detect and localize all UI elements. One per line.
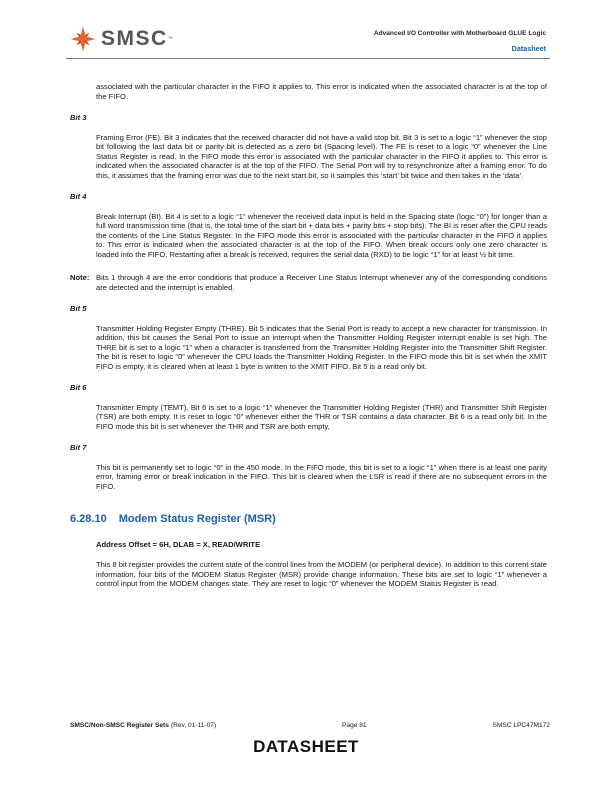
bit5-label: Bit 5 <box>70 304 87 313</box>
header-divider <box>66 58 550 59</box>
bit6-paragraph: Transmitter Empty (TEMT). Bit 6 is set to a logic “1” whenever the Transmitter Holding Register (THR) and Transmitter Shift Register (TSR) are both empty. It is reset to logic “0” whenever either the THR or TSR contains a data character. Bit 6 is a read only bit. In the FIFO mode this bit is set whenever the THR and TSR are both empty, <box>96 402 547 431</box>
bit5-block <box>70 304 547 371</box>
note-text: Bits 1 through 4 are the error conditions that produce a Receiver Line Status Interrupt whenever any of the corresponding conditions are detected and the interrupt is enabled. <box>96 273 547 292</box>
page-content <box>70 82 547 589</box>
header-right <box>374 26 546 53</box>
bit6-block <box>70 383 547 431</box>
bit7-label: Bit 7 <box>70 443 87 452</box>
page-header <box>70 26 546 53</box>
trademark-symbol: ™ <box>167 36 175 42</box>
footer-left <box>70 722 216 729</box>
bit3-label: Bit 3 <box>70 113 87 122</box>
note-block <box>70 273 547 292</box>
smsc-logo-star-icon <box>70 26 96 52</box>
datasheet-watermark: DATASHEET <box>253 737 359 756</box>
page-footer <box>70 722 550 729</box>
logo-wordmark: SMSC <box>101 27 168 50</box>
footer-revision: (Rev. 01-11-07) <box>170 722 217 729</box>
address-offset-line: Address Offset = 6H, DLAB = X, READ/WRITE <box>96 539 261 549</box>
product-line-title: Advanced I/O Controller with Motherboard GLUE Logic <box>373 30 546 37</box>
bit6-label: Bit 6 <box>70 383 87 392</box>
bit3-paragraph: Framing Error (FE). Bit 3 indicates that the received character did not have a valid stop bit. Bit 3 is set to a logic “1” whenever the stop bit following the last data bit or parity bit is detected as a zero bit (Spacing level). The FE is reset to a logic “0” whenever the Line Status Register is read. In the FIFO mode this error is associated with the particular character in the FIFO it applies to. This error is indicated when the associated character is at the top of the FIFO. The Serial Port will try to resynchronize after a framing error. To do this, it assumes that the framing error was due to the next start bit, so it samples this ‘start’ bit twice and then takes in the ‘data’. <box>96 132 547 180</box>
footer-page-number: Page 81 <box>342 722 367 729</box>
footer-part-number: SMSC LPC47M172 <box>492 722 550 729</box>
doc-type-label: Datasheet <box>511 44 546 53</box>
smsc-logo-text <box>101 28 174 50</box>
footer-doc-name: SMSC/Non-SMSC Register Sets <box>70 722 169 729</box>
bit4-block <box>70 192 547 259</box>
note-label: Note: <box>70 273 90 282</box>
section-number: 6.28.10 <box>70 513 107 525</box>
bit4-paragraph: Break Interrupt (BI). Bit 4 is set to a logic “1” whenever the received data input is held in the Spacing state (logic “0”) for longer than a full word transmission time (that is, the total time of the start bit + data bits + parity bits + stop bits). The BI is reset after the CPU reads the contents of the Line Status Register. In the FIFO mode this error is associated with the particular character in the FIFO it applies to. This error is indicated when the associated character is at the top of the FIFO. When break occurs only one zero character is loaded into the FIFO. Restarting after a break is received, requires the serial data (RXD) to be logic “1” for at least ½ bit time. <box>96 211 547 259</box>
intro-paragraph: associated with the particular character in the FIFO it applies to. This error is indicated when the associated character is at the top of the FIFO. <box>96 82 547 101</box>
bit3-block <box>70 113 547 180</box>
bit4-label: Bit 4 <box>70 192 87 201</box>
bit7-paragraph: This bit is permanently set to logic “0” in the 450 mode. In the FIFO mode, this bit is set to a logic “1” when there is at least one parity error, framing error or break indication in the FIFO. This bit is cleared when the LSR is read if there are no subsequent errors in the FIFO. <box>96 462 547 491</box>
section-title: Modem Status Register (MSR) <box>118 513 276 525</box>
msr-description-paragraph: This 8 bit register provides the current state of the control lines from the MODEM (or peripheral device). In addition to this current state information, four bits of the MODEM Status Register (MSR) provide change information. These bits are set to logic “1” whenever a control input from the MODEM changes state. They are reset to logic “0” whenever the MODEM Status Register is read. <box>96 560 547 588</box>
bit5-paragraph: Transmitter Holding Register Empty (THRE). Bit 5 indicates that the Serial Port is ready to accept a new character for transmission. In addition, this bit causes the Serial Port to issue an interrupt when the Transmitter Holding Register interrupt enable is set high. The THRE bit is set to a logic “1” when a character is transferred from the Transmitter Holding Register into the Transmitter Shift Register. The bit is reset to logic “0” whenever the CPU loads the Transmitter Holding Register. In the FIFO mode this bit is set when the XMIT FIFO is empty, it is cleared when at least 1 byte is written to the XMIT FIFO. Bit 5 is a read only bit. <box>96 323 547 371</box>
bit7-block <box>70 443 547 491</box>
section-heading-msr <box>70 515 547 525</box>
smsc-logo <box>70 26 174 52</box>
